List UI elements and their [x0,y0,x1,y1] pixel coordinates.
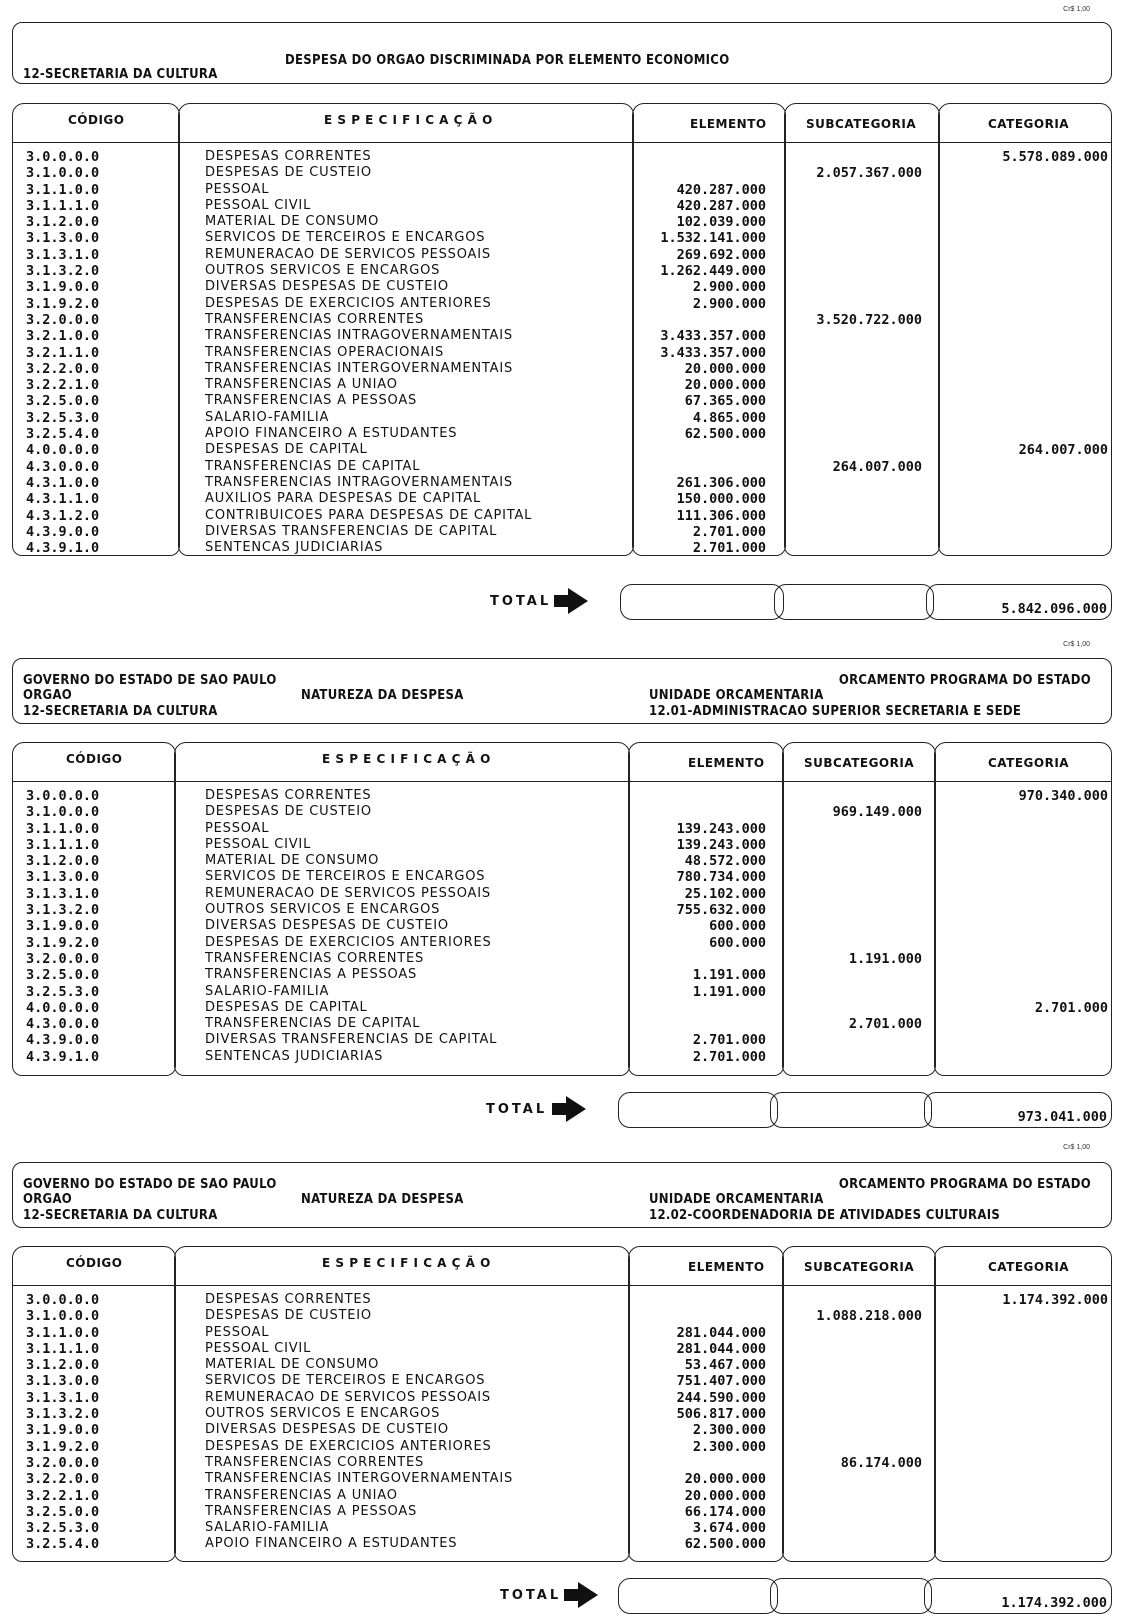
orgao-label: ORGAO [23,688,73,703]
row-elemento: 420.287.000 [676,181,766,198]
table-row [12,886,1112,902]
table-row [12,935,1112,951]
orgao-name: 12-SECRETARIA DA CULTURA [23,67,218,82]
section-2-table-header [12,742,1112,782]
row-especificacao: REMUNERACAO DE SERVICOS PESSOAIS [205,246,491,262]
currency-note: Cr$ 1,00 [1063,1144,1090,1151]
row-codigo: 3.1.1.1.0 [26,836,100,853]
table-row [12,345,1112,361]
row-elemento: 20.000.000 [684,1471,766,1488]
row-especificacao: REMUNERACAO DE SERVICOS PESSOAIS [205,885,491,901]
table-row [12,1049,1112,1065]
section-3-total-value: 1.174.392.000 [1001,1595,1107,1611]
row-especificacao: PESSOAL CIVIL [205,1340,312,1356]
row-elemento: 2.701.000 [692,1048,766,1065]
table-row [12,328,1112,344]
row-especificacao: MATERIAL DE CONSUMO [205,214,380,230]
table-row [12,1536,1112,1552]
row-especificacao: TRANSFERENCIAS A UNIAO [205,1487,398,1503]
row-especificacao: OUTROS SERVICOS E ENCARGOS [205,1406,441,1422]
row-codigo: 4.3.1.2.0 [26,507,100,524]
row-elemento: 111.306.000 [676,507,766,524]
row-especificacao: DESPESAS DE CUSTEIO [205,165,372,181]
row-codigo: 4.3.1.1.0 [26,491,100,508]
row-codigo: 4.3.9.0.0 [26,523,100,540]
row-elemento: 102.039.000 [676,214,766,231]
section-2-total-value: 973.041.000 [1017,1109,1107,1125]
row-categoria: 5.578.089.000 [1002,149,1108,165]
row-especificacao: SENTENCAS JUDICIARIAS [205,1048,384,1064]
row-codigo: 3.2.0.0.0 [26,1454,100,1471]
row-categoria: 264.007.000 [1018,442,1108,459]
row-especificacao: TRANSFERENCIAS CORRENTES [205,950,425,966]
table-row [12,1308,1112,1324]
table-row [12,247,1112,263]
section-2-rows [12,788,1112,1065]
row-especificacao: DESPESAS DE CAPITAL [205,442,368,458]
row-subcategoria: 1.088.218.000 [816,1308,922,1325]
table-row [12,410,1112,426]
row-elemento: 755.632.000 [676,902,766,919]
section-1-header [12,22,1112,84]
row-especificacao: TRANSFERENCIAS A UNIAO [205,377,398,393]
row-elemento: 2.900.000 [692,295,766,312]
row-codigo: 3.2.5.0.0 [26,1503,100,1520]
row-codigo: 3.1.9.0.0 [26,918,100,935]
row-elemento: 53.467.000 [684,1357,766,1374]
col-elemento: ELEMENTO [690,117,767,131]
table-row [12,426,1112,442]
row-elemento: 2.900.000 [692,279,766,296]
row-elemento: 139.243.000 [676,836,766,853]
table-row [12,230,1112,246]
table-row [12,312,1112,328]
row-especificacao: TRANSFERENCIAS A PESSOAS [205,393,418,409]
row-codigo: 3.2.5.3.0 [26,983,100,1000]
table-row [12,1422,1112,1438]
row-especificacao: CONTRIBUICOES PARA DESPESAS DE CAPITAL [205,507,533,523]
row-elemento: 269.692.000 [676,246,766,263]
governo-label: GOVERNO DO ESTADO DE SAO PAULO [23,673,277,688]
row-subcategoria: 86.174.000 [840,1454,922,1471]
col-categoria: CATEGORIA [988,117,1070,131]
row-codigo: 3.1.3.1.0 [26,1389,100,1406]
orgao-label: ORGAO [23,1192,73,1207]
table-row [12,1373,1112,1389]
row-elemento: 2.300.000 [692,1438,766,1455]
row-especificacao: REMUNERACAO DE SERVICOS PESSOAIS [205,1389,491,1405]
row-elemento: 751.407.000 [676,1373,766,1390]
col-especificacao: E S P E C I F I C A Ç Ã O [322,1256,491,1270]
row-elemento: 600.000 [709,934,766,951]
row-codigo: 3.2.0.0.0 [26,311,100,328]
row-especificacao: PESSOAL [205,1324,270,1340]
unidade-label: UNIDADE ORCAMENTARIA [649,1192,824,1207]
table-row [12,459,1112,475]
row-codigo: 3.1.2.0.0 [26,214,100,231]
row-codigo: 3.2.5.4.0 [26,1536,100,1553]
arrow-right-icon [554,588,588,614]
row-codigo: 3.2.2.0.0 [26,1471,100,1488]
currency-note: Cr$ 1,00 [1063,6,1090,13]
section-3-total-row [12,1578,1112,1614]
row-codigo: 3.2.2.1.0 [26,377,100,394]
section-2-total-row [12,1092,1112,1128]
table-row [12,198,1112,214]
row-elemento: 244.590.000 [676,1389,766,1406]
row-codigo: 4.0.0.0.0 [26,999,100,1016]
table-row [12,1488,1112,1504]
row-subcategoria: 3.520.722.000 [816,311,922,328]
row-categoria: 970.340.000 [1018,788,1108,804]
table-row [12,1504,1112,1520]
row-elemento: 420.287.000 [676,197,766,214]
total-label: TOTAL [490,594,552,609]
table-row [12,1016,1112,1032]
row-elemento: 3.433.357.000 [660,344,766,361]
row-especificacao: OUTROS SERVICOS E ENCARGOS [205,902,441,918]
table-row [12,821,1112,837]
col-subcategoria: SUBCATEGORIA [804,1260,915,1274]
row-codigo: 3.1.0.0.0 [26,1308,100,1325]
col-categoria: CATEGORIA [988,1260,1070,1274]
arrow-right-icon [552,1096,586,1122]
row-especificacao: OUTROS SERVICOS E ENCARGOS [205,263,441,279]
row-elemento: 66.174.000 [684,1503,766,1520]
row-especificacao: DIVERSAS TRANSFERENCIAS DE CAPITAL [205,523,498,539]
table-row [12,263,1112,279]
row-elemento: 1.191.000 [692,983,766,1000]
table-row [12,788,1112,804]
governo-label: GOVERNO DO ESTADO DE SAO PAULO [23,1177,277,1192]
row-codigo: 3.1.9.2.0 [26,1438,100,1455]
row-especificacao: TRANSFERENCIAS A PESSOAS [205,1503,418,1519]
row-codigo: 3.1.3.1.0 [26,246,100,263]
unidade-name: 12.01-ADMINISTRACAO SUPERIOR SECRETARIA E SEDE [649,704,1022,719]
row-codigo: 3.2.5.4.0 [26,426,100,443]
table-row [12,837,1112,853]
row-especificacao: TRANSFERENCIAS A PESSOAS [205,967,418,983]
row-elemento: 67.365.000 [684,393,766,410]
arrow-right-icon [564,1582,598,1608]
row-especificacao: DESPESAS DE CUSTEIO [205,804,372,820]
row-codigo: 4.3.9.1.0 [26,540,100,557]
row-especificacao: SALARIO-FAMILIA [205,1520,330,1536]
section-2-table-body [12,780,1112,1076]
row-especificacao: TRANSFERENCIAS OPERACIONAIS [205,344,445,360]
row-codigo: 3.1.0.0.0 [26,804,100,821]
natureza-label: NATUREZA DA DESPESA [301,688,464,703]
report-title: DESPESA DO ORGAO DISCRIMINADA POR ELEMENTO ECONOMICO [285,53,730,68]
row-codigo: 3.2.2.1.0 [26,1487,100,1504]
table-row [12,442,1112,458]
row-codigo: 4.3.0.0.0 [26,458,100,475]
col-subcategoria: SUBCATEGORIA [806,117,917,131]
row-subcategoria: 2.701.000 [848,1016,922,1033]
row-especificacao: MATERIAL DE CONSUMO [205,1357,380,1373]
row-especificacao: MATERIAL DE CONSUMO [205,853,380,869]
orcamento-label: ORCAMENTO PROGRAMA DO ESTADO [838,673,1091,688]
row-categoria: 2.701.000 [1034,999,1108,1016]
row-codigo: 3.2.5.3.0 [26,409,100,426]
table-row [12,1032,1112,1048]
section-3-table-header [12,1246,1112,1286]
table-row [12,540,1112,556]
col-elemento: ELEMENTO [688,1260,765,1274]
row-especificacao: DESPESAS DE EXERCICIOS ANTERIORES [205,934,492,950]
table-row [12,902,1112,918]
row-elemento: 2.701.000 [692,540,766,557]
row-codigo: 3.1.0.0.0 [26,165,100,182]
row-codigo: 3.1.9.2.0 [26,934,100,951]
row-especificacao: SALARIO-FAMILIA [205,983,330,999]
row-especificacao: SERVICOS DE TERCEIROS E ENCARGOS [205,1373,486,1389]
row-codigo: 3.1.3.2.0 [26,263,100,280]
table-row [12,393,1112,409]
orgao-name: 12-SECRETARIA DA CULTURA [23,1208,218,1223]
table-row [12,1406,1112,1422]
table-row [12,967,1112,983]
row-elemento: 2.300.000 [692,1422,766,1439]
row-especificacao: DESPESAS DE CUSTEIO [205,1308,372,1324]
row-especificacao: TRANSFERENCIAS INTERGOVERNAMENTAIS [205,1471,514,1487]
table-row [12,1000,1112,1016]
table-row [12,1471,1112,1487]
table-row [12,804,1112,820]
row-codigo: 3.2.1.0.0 [26,328,100,345]
row-elemento: 780.734.000 [676,869,766,886]
row-especificacao: DESPESAS CORRENTES [205,149,372,164]
row-especificacao: DIVERSAS DESPESAS DE CUSTEIO [205,918,449,934]
row-elemento: 506.817.000 [676,1406,766,1423]
table-row [12,475,1112,491]
row-codigo: 3.1.2.0.0 [26,853,100,870]
row-especificacao: AUXILIOS PARA DESPESAS DE CAPITAL [205,491,482,507]
table-row [12,508,1112,524]
row-especificacao: PESSOAL CIVIL [205,836,312,852]
row-especificacao: TRANSFERENCIAS DE CAPITAL [205,458,421,474]
row-codigo: 4.3.9.1.0 [26,1048,100,1065]
table-row [12,296,1112,312]
row-especificacao: TRANSFERENCIAS INTERGOVERNAMENTAIS [205,360,514,376]
row-especificacao: SERVICOS DE TERCEIROS E ENCARGOS [205,869,486,885]
unidade-name: 12.02-COORDENADORIA DE ATIVIDADES CULTURAIS [649,1208,1001,1223]
row-especificacao: DESPESAS DE CAPITAL [205,999,368,1015]
table-row [12,524,1112,540]
table-row [12,1357,1112,1373]
row-elemento: 62.500.000 [684,1536,766,1553]
row-codigo: 4.3.0.0.0 [26,1016,100,1033]
row-especificacao: SENTENCAS JUDICIARIAS [205,540,384,556]
table-row [12,361,1112,377]
section-1-rows [12,149,1112,556]
total-label: TOTAL [500,1588,562,1603]
row-elemento: 1.262.449.000 [660,263,766,280]
unidade-label: UNIDADE ORCAMENTARIA [649,688,824,703]
row-codigo: 4.3.1.0.0 [26,474,100,491]
row-especificacao: TRANSFERENCIAS INTRAGOVERNAMENTAIS [205,328,513,344]
row-elemento: 4.865.000 [692,409,766,426]
row-codigo: 3.0.0.0.0 [26,149,100,165]
table-row [12,279,1112,295]
table-row [12,165,1112,181]
orgao-name: 12-SECRETARIA DA CULTURA [23,704,218,719]
row-elemento: 281.044.000 [676,1340,766,1357]
row-subcategoria: 264.007.000 [832,458,922,475]
row-elemento: 281.044.000 [676,1324,766,1341]
table-row [12,1439,1112,1455]
row-codigo: 3.1.9.0.0 [26,279,100,296]
row-subcategoria: 969.149.000 [832,804,922,821]
row-codigo: 3.2.2.0.0 [26,360,100,377]
section-3-table-body [12,1284,1112,1562]
table-row [12,1292,1112,1308]
row-elemento: 261.306.000 [676,474,766,491]
row-categoria: 1.174.392.000 [1002,1292,1108,1308]
row-codigo: 3.1.1.0.0 [26,181,100,198]
row-codigo: 3.2.5.3.0 [26,1520,100,1537]
col-especificacao: E S P E C I F I C A Ç Ã O [324,113,493,127]
row-especificacao: TRANSFERENCIAS CORRENTES [205,311,425,327]
row-codigo: 3.1.1.0.0 [26,1324,100,1341]
row-codigo: 3.2.1.1.0 [26,344,100,361]
table-row [12,1390,1112,1406]
row-elemento: 20.000.000 [684,360,766,377]
row-especificacao: DESPESAS DE EXERCICIOS ANTERIORES [205,1438,492,1454]
table-row [12,1455,1112,1471]
row-codigo: 3.1.1.1.0 [26,1340,100,1357]
section-1-table-body [12,141,1112,556]
row-especificacao: PESSOAL CIVIL [205,197,312,213]
row-elemento: 2.701.000 [692,523,766,540]
col-subcategoria: SUBCATEGORIA [804,756,915,770]
section-1-table-header [12,103,1112,143]
row-especificacao: APOIO FINANCEIRO A ESTUDANTES [205,1536,458,1552]
table-row [12,984,1112,1000]
row-elemento: 600.000 [709,918,766,935]
row-codigo: 3.1.9.2.0 [26,295,100,312]
table-row [12,1520,1112,1536]
row-elemento: 20.000.000 [684,377,766,394]
row-especificacao: DESPESAS DE EXERCICIOS ANTERIORES [205,295,492,311]
row-especificacao: DESPESAS CORRENTES [205,788,372,803]
row-especificacao: APOIO FINANCEIRO A ESTUDANTES [205,426,458,442]
col-especificacao: E S P E C I F I C A Ç Ã O [322,752,491,766]
table-row [12,1325,1112,1341]
total-label: TOTAL [486,1102,548,1117]
section-2-header [12,658,1112,724]
row-especificacao: PESSOAL [205,181,270,197]
row-elemento: 3.433.357.000 [660,328,766,345]
table-row [12,869,1112,885]
table-row [12,149,1112,165]
row-codigo: 3.1.3.2.0 [26,1406,100,1423]
row-especificacao: DIVERSAS DESPESAS DE CUSTEIO [205,1422,449,1438]
col-codigo: CÓDIGO [66,1256,123,1270]
row-codigo: 4.3.9.0.0 [26,1032,100,1049]
section-1-total-value: 5.842.096.000 [1001,601,1107,617]
table-row [12,853,1112,869]
table-row [12,214,1112,230]
row-codigo: 3.1.3.0.0 [26,230,100,247]
row-elemento: 48.572.000 [684,853,766,870]
row-especificacao: DIVERSAS DESPESAS DE CUSTEIO [205,279,449,295]
row-elemento: 25.102.000 [684,885,766,902]
table-row [12,918,1112,934]
col-elemento: ELEMENTO [688,756,765,770]
row-elemento: 1.191.000 [692,967,766,984]
col-codigo: CÓDIGO [68,113,125,127]
section-3-rows [12,1292,1112,1553]
row-codigo: 3.1.1.0.0 [26,820,100,837]
col-codigo: CÓDIGO [66,752,123,766]
section-3-header [12,1162,1112,1228]
row-codigo: 3.1.2.0.0 [26,1357,100,1374]
table-row [12,951,1112,967]
row-codigo: 4.0.0.0.0 [26,442,100,459]
row-codigo: 3.2.5.0.0 [26,967,100,984]
row-codigo: 3.1.3.0.0 [26,869,100,886]
row-especificacao: TRANSFERENCIAS CORRENTES [205,1454,425,1470]
row-elemento: 1.532.141.000 [660,230,766,247]
row-codigo: 3.1.3.1.0 [26,885,100,902]
row-elemento: 3.674.000 [692,1520,766,1537]
row-subcategoria: 1.191.000 [848,950,922,967]
row-especificacao: SERVICOS DE TERCEIROS E ENCARGOS [205,230,486,246]
row-codigo: 3.2.5.0.0 [26,393,100,410]
row-codigo: 3.1.3.0.0 [26,1373,100,1390]
row-elemento: 20.000.000 [684,1487,766,1504]
currency-note: Cr$ 1,00 [1063,641,1090,648]
row-especificacao: PESSOAL [205,820,270,836]
row-especificacao: DIVERSAS TRANSFERENCIAS DE CAPITAL [205,1032,498,1048]
table-row [12,182,1112,198]
col-categoria: CATEGORIA [988,756,1070,770]
row-especificacao: TRANSFERENCIAS INTRAGOVERNAMENTAIS [205,474,513,490]
row-codigo: 3.1.9.0.0 [26,1422,100,1439]
section-1-total-row [12,584,1112,620]
orcamento-label: ORCAMENTO PROGRAMA DO ESTADO [838,1177,1091,1192]
row-codigo: 3.0.0.0.0 [26,1292,100,1308]
row-subcategoria: 2.057.367.000 [816,165,922,182]
table-row [12,491,1112,507]
row-especificacao: SALARIO-FAMILIA [205,409,330,425]
row-elemento: 62.500.000 [684,426,766,443]
row-codigo: 3.2.0.0.0 [26,950,100,967]
table-row [12,377,1112,393]
row-codigo: 3.0.0.0.0 [26,788,100,804]
row-elemento: 139.243.000 [676,820,766,837]
row-elemento: 2.701.000 [692,1032,766,1049]
row-elemento: 150.000.000 [676,491,766,508]
table-row [12,1341,1112,1357]
natureza-label: NATUREZA DA DESPESA [301,1192,464,1207]
row-codigo: 3.1.1.1.0 [26,197,100,214]
row-codigo: 3.1.3.2.0 [26,902,100,919]
row-especificacao: DESPESAS CORRENTES [205,1292,372,1307]
row-especificacao: TRANSFERENCIAS DE CAPITAL [205,1016,421,1032]
